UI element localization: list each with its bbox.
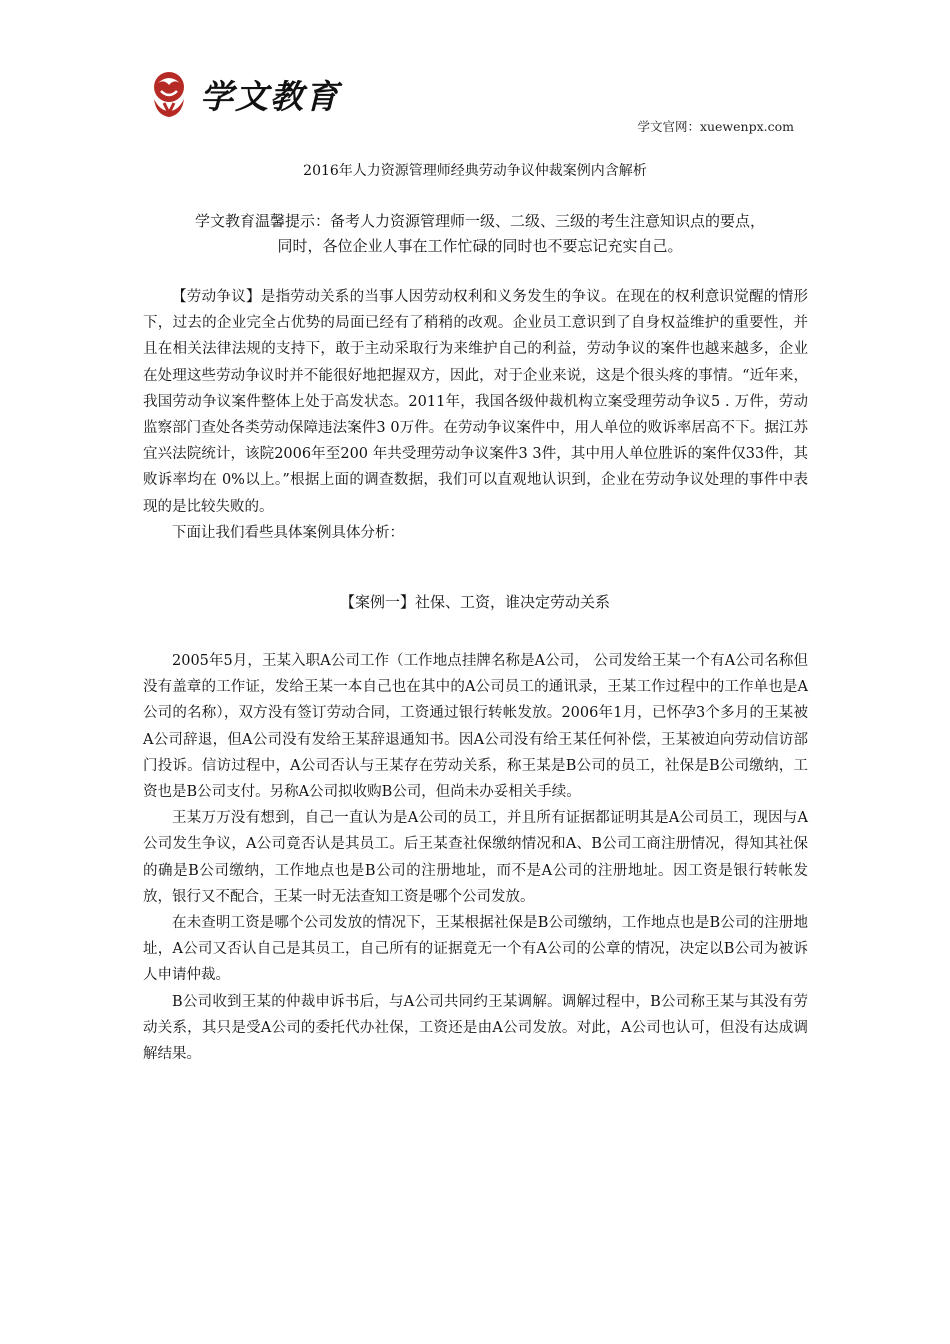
- tip-block: [140, 209, 820, 259]
- intro-section: [143, 284, 808, 546]
- tip-line: 学文教育温馨提示：备考人力资源管理师一级、二级、三级的考生注意知识点的要点，: [194, 212, 765, 230]
- paragraph: 王某万万没有想到，自己一直认为是A公司的员工，并且所有证据都证明其是A公司员工，现因与A公司发生争议，A公司竟否认是其员工。后王某查社保缴纳情况和A、B公司工商注册情况，得知其社保的确是B公司缴纳，工作地点也是B公司的注册地址，而不是A公司的注册地址。因工资是银行转帐发放，银行又不配合，王某一时无法查知工资是哪个公司发放。: [143, 810, 808, 905]
- xuewen-logo-icon: [146, 69, 192, 119]
- paragraph: 在未查明工资是哪个公司发放的情况下，王某根据社保是B公司缴纳，工作地点也是B公司的注册地址，A公司又否认自己是其员工，自己所有的证据竟无一个有A公司的公章的情况，决定以B公司为被诉人申请仲裁。: [143, 915, 808, 984]
- tip-line: 同时，各位企业人事在工作忙碌的同时也不要忘记充实自己。: [277, 237, 683, 255]
- document-title: 2016年人力资源管理师经典劳动争议仲裁案例内含解析: [303, 163, 647, 179]
- brand-logo: [146, 68, 340, 120]
- logo-text: 学文教育: [200, 76, 340, 116]
- paragraph: 下面让我们看些具体案例具体分析：: [172, 524, 404, 541]
- paragraph: 【劳动争议】是指劳动关系的当事人因劳动权利和义务发生的争议。在现在的权利意识觉醒的情形下，过去的企业完全占优势的局面已经有了稍稍的改观。企业员工意识到了自身权益维护的重要性，并且在相关法律法规的支持下，敢于主动采取行为来维护自己的利益，劳动争议的案件也越来越多，企业在处理这些劳动争议时并不能很好地把握双方，因此，对于企业来说，这是个很头疼的事情。“近年来，我国劳动争议案件整体上处于高发状态。2011年，我国各级仲裁机构立案受理劳动争议5 . 万件，劳动监察部门查处各类劳动保障违法案件3 0万件。在劳动争议案件中，用人单位的败诉率居高不下。据江苏宜兴法院统计，该院2006年至200 年共受理劳动争议案件3 3件，其中用人单位胜诉的案件仅33件，其败诉率均在 0%以上。”根据上面的调查数据，我们可以直观地认识到，企业在劳动争议处理的事件中表现的是比较失败的。: [143, 289, 808, 515]
- paragraph: B公司收到王某的仲裁申诉书后，与A公司共同约王某调解。调解过程中，B公司称王某与其没有劳动关系，其只是受A公司的委托代办社保，工资还是由A公司发放。对此，A公司也认可，但没有达成调解结果。: [143, 993, 808, 1063]
- case-title: 【案例一】社保、工资，谁决定劳动关系: [339, 593, 610, 611]
- paragraph: 2005年5月，王某入职A公司工作（工作地点挂牌名称是A公司， 公司发给王某一个有A公司名称但没有盖章的工作证，发给王某一本自己也在其中的A公司员工的通讯录，王某工作过程中的工作单也是A公司的名称），双方没有签订劳动合同，工资通过银行转帐发放。2006年1月，已怀孕3个多月的王某被A公司辞退，但A公司没有发给王某辞退通知书。因A公司没有给王某任何补偿，王某被迫向劳动信访部门投诉。信访过程中，A公司否认与王某存在劳动关系，称王某是B公司的员工，社保是B公司缴纳，工资也是B公司支付。另称A公司拟收购B公司，但尚未办妥相关手续。: [143, 653, 808, 801]
- site-url: 学文官网：xuewenpx.com: [637, 119, 794, 134]
- case-section: [143, 648, 808, 1067]
